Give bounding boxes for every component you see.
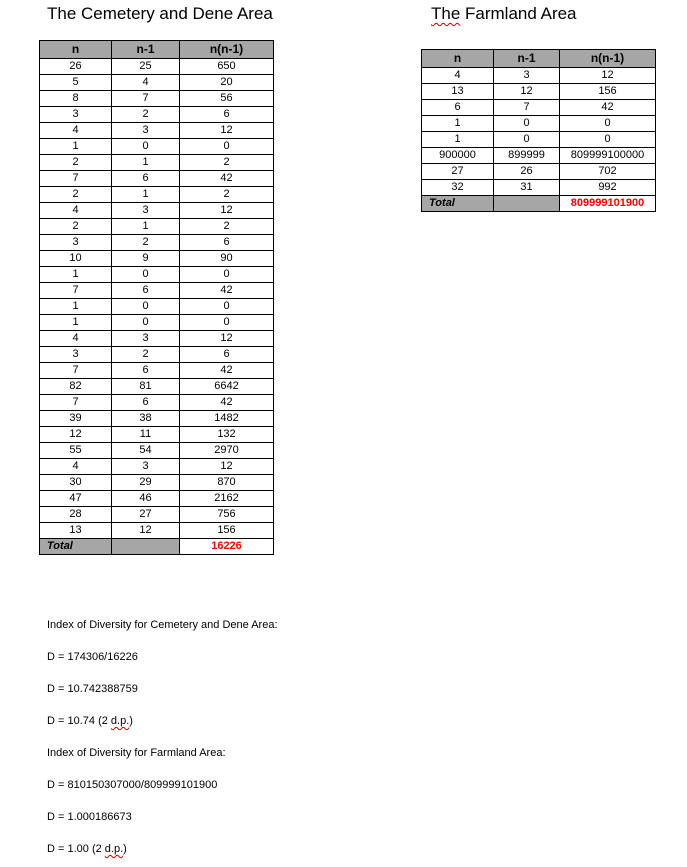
cell-n-minus-1: 6 — [112, 171, 180, 187]
table-row — [40, 443, 274, 459]
column-header-n: n — [40, 41, 112, 59]
farmland-title-word: The — [431, 4, 461, 23]
cell-n: 30 — [40, 475, 112, 491]
cell-product: 132 — [180, 427, 274, 443]
total-row — [40, 539, 274, 555]
total-blank-cell — [112, 539, 180, 555]
cell-product: 992 — [560, 180, 656, 196]
cell-n: 1 — [40, 315, 112, 331]
total-blank-cell — [494, 196, 560, 212]
cell-product: 42 — [180, 395, 274, 411]
column-header-product: n(n-1) — [560, 50, 656, 68]
cell-product: 702 — [560, 164, 656, 180]
cell-product: 0 — [180, 267, 274, 283]
table-row — [422, 132, 656, 148]
cemetery-equation-1: D = 174306/16226 — [47, 651, 138, 663]
cell-n-minus-1: 31 — [494, 180, 560, 196]
table-row — [40, 491, 274, 507]
cell-n-minus-1: 11 — [112, 427, 180, 443]
farmland-equation-3 — [47, 843, 127, 855]
cell-n: 7 — [40, 395, 112, 411]
table-row — [40, 379, 274, 395]
cell-product: 2162 — [180, 491, 274, 507]
cell-n-minus-1: 0 — [112, 139, 180, 155]
table-row — [422, 148, 656, 164]
table-header-row — [40, 41, 274, 59]
cemetery-index-heading: Index of Diversity for Cemetery and Dene Area: — [47, 619, 278, 631]
table-header-row — [422, 50, 656, 68]
table-row — [40, 251, 274, 267]
cell-product: 756 — [180, 507, 274, 523]
cell-n-minus-1: 6 — [112, 395, 180, 411]
table-row — [40, 187, 274, 203]
cell-n: 3 — [40, 347, 112, 363]
cell-n-minus-1: 0 — [112, 267, 180, 283]
cell-n-minus-1: 899999 — [494, 148, 560, 164]
cell-n: 82 — [40, 379, 112, 395]
cemetery-result-dp: d.p. — [110, 715, 130, 727]
cell-n-minus-1: 1 — [112, 187, 180, 203]
cell-product: 0 — [180, 139, 274, 155]
table-row — [40, 427, 274, 443]
table-row — [40, 395, 274, 411]
cell-product: 809999100000 — [560, 148, 656, 164]
cell-n: 2 — [40, 187, 112, 203]
farmland-result-close: ) — [123, 843, 127, 855]
cell-n: 1 — [40, 139, 112, 155]
cell-n: 2 — [40, 155, 112, 171]
cell-n-minus-1: 3 — [112, 123, 180, 139]
table-row — [40, 363, 274, 379]
cell-n-minus-1: 3 — [494, 68, 560, 84]
total-label: Total — [40, 539, 112, 555]
table-row — [40, 75, 274, 91]
table-row — [422, 180, 656, 196]
cell-product: 2970 — [180, 443, 274, 459]
cell-product: 0 — [560, 132, 656, 148]
table-row — [40, 411, 274, 427]
cell-n: 4 — [40, 331, 112, 347]
cemetery-table-body — [40, 59, 274, 539]
cell-product: 0 — [560, 116, 656, 132]
table-row — [40, 475, 274, 491]
total-row — [422, 196, 656, 212]
cell-product: 870 — [180, 475, 274, 491]
cell-n: 10 — [40, 251, 112, 267]
cell-product: 2 — [180, 187, 274, 203]
table-row — [40, 331, 274, 347]
cemetery-equation-3 — [47, 715, 133, 727]
cell-n-minus-1: 46 — [112, 491, 180, 507]
table-row — [40, 523, 274, 539]
cemetery-result-value: D = 10.74 (2 — [47, 715, 111, 727]
cell-n: 12 — [40, 427, 112, 443]
cell-product: 90 — [180, 251, 274, 267]
cell-product: 56 — [180, 91, 274, 107]
cell-n-minus-1: 7 — [112, 91, 180, 107]
cell-product: 42 — [180, 283, 274, 299]
cell-n: 27 — [422, 164, 494, 180]
table-row — [40, 283, 274, 299]
cell-product: 6 — [180, 347, 274, 363]
farmland-result-dp: d.p. — [104, 843, 124, 855]
cell-n: 7 — [40, 363, 112, 379]
cell-n-minus-1: 4 — [112, 75, 180, 91]
cell-n: 4 — [40, 459, 112, 475]
cell-n-minus-1: 0 — [112, 299, 180, 315]
cell-n-minus-1: 27 — [112, 507, 180, 523]
table-row — [40, 203, 274, 219]
table-row — [40, 171, 274, 187]
cell-n-minus-1: 0 — [494, 132, 560, 148]
cell-n-minus-1: 0 — [494, 116, 560, 132]
column-header-n-minus-1: n-1 — [494, 50, 560, 68]
cell-n-minus-1: 12 — [494, 84, 560, 100]
table-row — [40, 59, 274, 75]
farmland-title-rest: Farmland Area — [460, 4, 577, 23]
table-row — [40, 107, 274, 123]
farmland-table — [421, 49, 656, 212]
cell-n: 4 — [422, 68, 494, 84]
cell-n-minus-1: 0 — [112, 315, 180, 331]
cell-product: 12 — [180, 459, 274, 475]
cell-product: 12 — [180, 203, 274, 219]
cell-n: 47 — [40, 491, 112, 507]
cell-n-minus-1: 1 — [112, 219, 180, 235]
cell-n-minus-1: 26 — [494, 164, 560, 180]
cell-n: 2 — [40, 219, 112, 235]
cell-n: 1 — [40, 267, 112, 283]
table-row — [40, 507, 274, 523]
table-row — [422, 164, 656, 180]
cell-n: 8 — [40, 91, 112, 107]
cell-n-minus-1: 3 — [112, 459, 180, 475]
cell-product: 6 — [180, 107, 274, 123]
table-row — [40, 219, 274, 235]
cell-product: 12 — [180, 331, 274, 347]
cell-product: 0 — [180, 315, 274, 331]
cell-n: 7 — [40, 171, 112, 187]
total-value: 16226 — [180, 539, 274, 555]
table-row — [40, 155, 274, 171]
cell-product: 12 — [180, 123, 274, 139]
farmland-equation-1: D = 810150307000/809999101900 — [47, 779, 218, 791]
cell-product: 6642 — [180, 379, 274, 395]
cell-n-minus-1: 81 — [112, 379, 180, 395]
cell-n-minus-1: 2 — [112, 347, 180, 363]
cell-product: 1482 — [180, 411, 274, 427]
cell-product: 42 — [180, 363, 274, 379]
cell-n: 32 — [422, 180, 494, 196]
cell-product: 2 — [180, 155, 274, 171]
cell-n-minus-1: 7 — [494, 100, 560, 116]
table-row — [422, 84, 656, 100]
cemetery-equation-2: D = 10.742388759 — [47, 683, 138, 695]
cell-product: 42 — [560, 100, 656, 116]
cell-product: 156 — [560, 84, 656, 100]
cell-n-minus-1: 29 — [112, 475, 180, 491]
cell-n-minus-1: 6 — [112, 363, 180, 379]
table-row — [40, 139, 274, 155]
cell-n-minus-1: 12 — [112, 523, 180, 539]
column-header-n-minus-1: n-1 — [112, 41, 180, 59]
cell-n-minus-1: 25 — [112, 59, 180, 75]
cell-n-minus-1: 2 — [112, 107, 180, 123]
cell-product: 42 — [180, 171, 274, 187]
cell-n: 7 — [40, 283, 112, 299]
cell-n: 13 — [422, 84, 494, 100]
cell-product: 0 — [180, 299, 274, 315]
table-row — [40, 267, 274, 283]
cell-n-minus-1: 3 — [112, 203, 180, 219]
cell-n: 26 — [40, 59, 112, 75]
cell-product: 2 — [180, 219, 274, 235]
cell-n-minus-1: 3 — [112, 331, 180, 347]
farmland-equation-2: D = 1.000186673 — [47, 811, 132, 823]
table-row — [40, 299, 274, 315]
cell-product: 156 — [180, 523, 274, 539]
table-row — [40, 315, 274, 331]
cell-n: 4 — [40, 123, 112, 139]
cemetery-result-close: ) — [129, 715, 133, 727]
farmland-title — [431, 4, 577, 24]
total-value: 809999101900 — [560, 196, 656, 212]
cell-product: 12 — [560, 68, 656, 84]
cemetery-title: The Cemetery and Dene Area — [47, 4, 273, 23]
cell-n-minus-1: 38 — [112, 411, 180, 427]
table-row — [422, 116, 656, 132]
cell-n: 28 — [40, 507, 112, 523]
cell-product: 6 — [180, 235, 274, 251]
column-header-product: n(n-1) — [180, 41, 274, 59]
table-row — [40, 123, 274, 139]
table-row — [40, 91, 274, 107]
column-header-n: n — [422, 50, 494, 68]
farmland-index-heading: Index of Diversity for Farmland Area: — [47, 747, 226, 759]
cell-product: 650 — [180, 59, 274, 75]
cell-n: 1 — [422, 132, 494, 148]
farmland-result-value: D = 1.00 (2 — [47, 843, 105, 855]
table-row — [40, 347, 274, 363]
table-row — [422, 100, 656, 116]
cell-n: 55 — [40, 443, 112, 459]
cell-n-minus-1: 54 — [112, 443, 180, 459]
total-label: Total — [422, 196, 494, 212]
cell-n: 1 — [422, 116, 494, 132]
cell-n: 3 — [40, 235, 112, 251]
cell-n: 13 — [40, 523, 112, 539]
cemetery-table — [39, 40, 274, 555]
cell-n-minus-1: 1 — [112, 155, 180, 171]
cell-product: 20 — [180, 75, 274, 91]
farmland-table-body — [422, 68, 656, 196]
cell-n: 5 — [40, 75, 112, 91]
cell-n: 1 — [40, 299, 112, 315]
table-row — [40, 459, 274, 475]
cell-n-minus-1: 9 — [112, 251, 180, 267]
cell-n-minus-1: 6 — [112, 283, 180, 299]
cell-n-minus-1: 2 — [112, 235, 180, 251]
cell-n: 4 — [40, 203, 112, 219]
cell-n: 900000 — [422, 148, 494, 164]
cell-n: 3 — [40, 107, 112, 123]
cell-n: 6 — [422, 100, 494, 116]
cell-n: 39 — [40, 411, 112, 427]
table-row — [40, 235, 274, 251]
table-row — [422, 68, 656, 84]
